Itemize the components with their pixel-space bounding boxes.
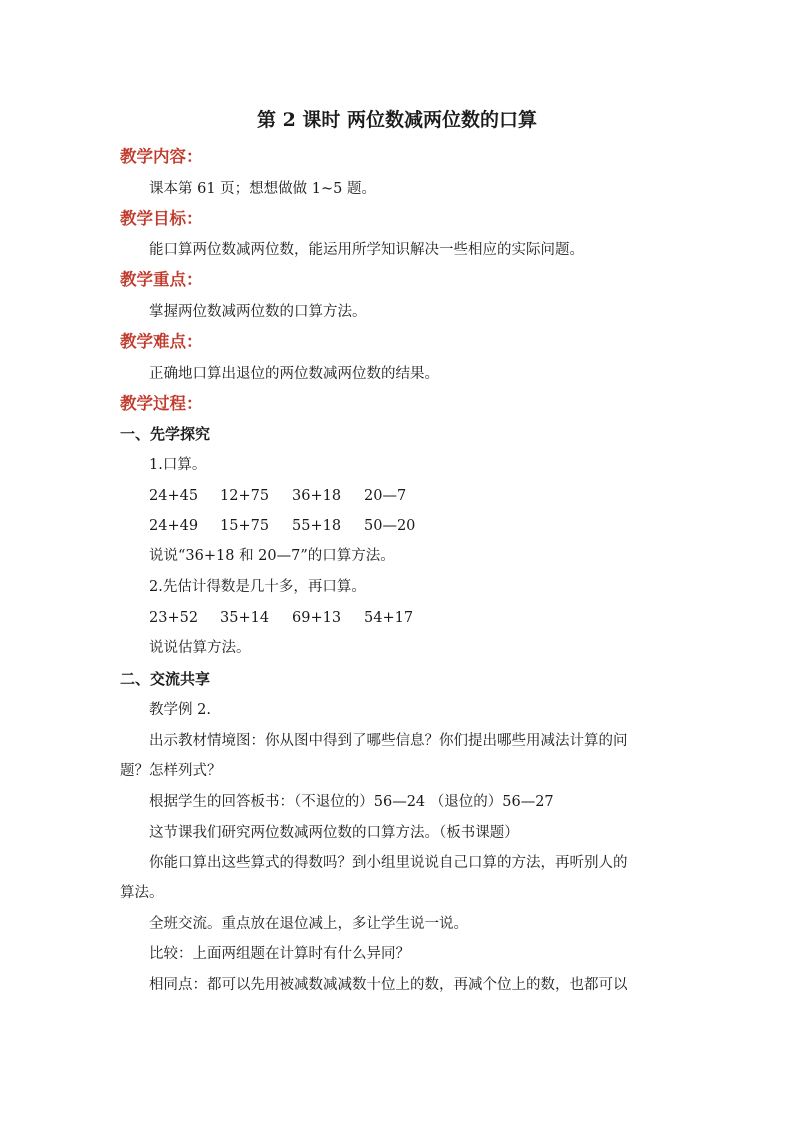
board-writing-text: 根据学生的回答板书：（不退位的）56—24 （退位的）56—27 — [149, 794, 554, 810]
expression: 12+75 — [220, 488, 270, 504]
paragraph-line: 这节课我们研究两位数减两位数的口算方法。（板书课题） — [149, 825, 519, 841]
expression: 69+13 — [292, 610, 342, 626]
paragraph-line: 算法。 — [120, 885, 164, 901]
expression: 35+14 — [220, 610, 270, 626]
paragraph-line: 你能口算出这些算式的得数吗？到小组里说说自己口算的方法，再听别人的 — [149, 855, 628, 871]
item-oral-calculation: 1.口算。 — [149, 457, 207, 473]
difficulty-text: 正确地口算出退位的两位数减两位数的结果。 — [149, 366, 439, 382]
section-exchange-share: 二、交流共享 — [120, 670, 211, 688]
heading-teaching-content: 教学内容： — [120, 147, 203, 166]
expression: 24+49 — [149, 518, 199, 534]
expression: 54+17 — [364, 610, 414, 626]
paragraph-line: 出示教材情境图：你从图中得到了哪些信息？你们提出哪些用减法计算的问 — [149, 733, 628, 749]
page-title: 第 2 课时 两位数减两位数的口算 — [256, 109, 538, 131]
expression: 20—7 — [364, 488, 407, 504]
expression: 50—20 — [364, 518, 416, 534]
say-method-text: 说说“36+18 和 20—7”的口算方法。 — [149, 548, 395, 564]
say-estimate-text: 说说估算方法。 — [149, 640, 251, 656]
example-text: 教学例 2. — [149, 702, 211, 718]
heading-key-point: 教学重点： — [120, 270, 203, 289]
calculation-row-1 — [149, 486, 794, 506]
heading-difficulty: 教学难点： — [120, 332, 203, 351]
teaching-content-text: 课本第 61 页；想想做做 1~5 题。 — [149, 181, 376, 197]
teaching-goal-text: 能口算两位数减两位数，能运用所学知识解决一些相应的实际问题。 — [149, 242, 584, 258]
expression: 23+52 — [149, 610, 199, 626]
expression: 24+45 — [149, 488, 199, 504]
paragraph-line: 题？怎样列式？ — [120, 763, 222, 779]
paragraph-line: 相同点：都可以先用被减数减减数十位上的数，再减个位上的数，也都可以 — [149, 977, 628, 993]
calculation-row-2 — [149, 516, 794, 536]
expression: 55+18 — [292, 518, 342, 534]
heading-teaching-goal: 教学目标： — [120, 209, 203, 228]
paragraph-line: 比较：上面两组题在计算时有什么异同？ — [149, 946, 410, 962]
expression: 36+18 — [292, 488, 342, 504]
paragraph-line: 全班交流。重点放在退位减上，多让学生说一说。 — [149, 916, 468, 932]
item-estimate: 2.先估计得数是几十多，再口算。 — [149, 579, 366, 595]
section-first-explore: 一、先学探究 — [120, 425, 211, 443]
calculation-row-3 — [149, 608, 794, 628]
expression: 15+75 — [220, 518, 270, 534]
heading-teaching-process: 教学过程： — [120, 394, 203, 413]
key-point-text: 掌握两位数减两位数的口算方法。 — [149, 304, 367, 320]
